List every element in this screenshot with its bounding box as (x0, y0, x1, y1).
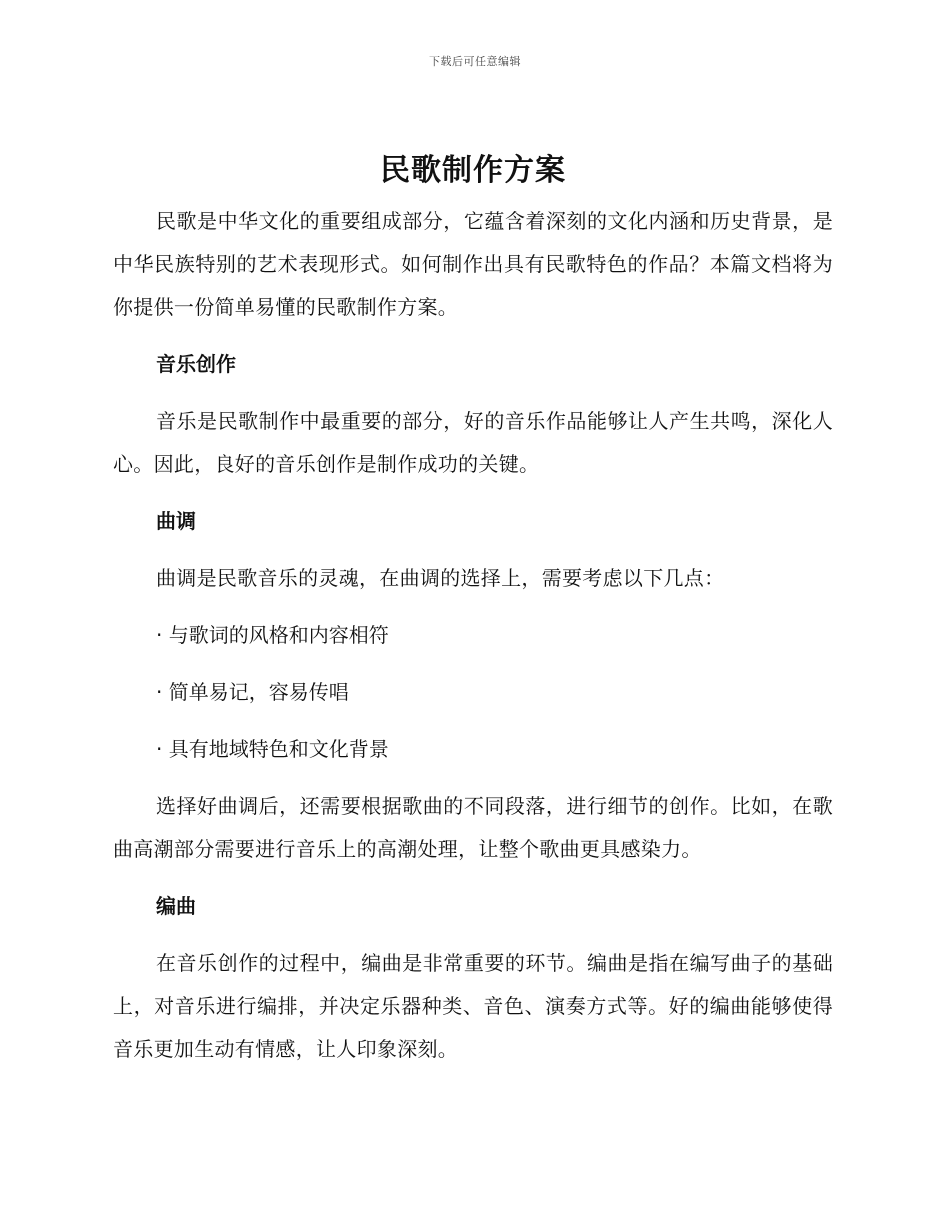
list-item: · 具有地域特色和文化背景 (156, 737, 389, 761)
section-heading-arrangement: 编曲 (156, 894, 196, 918)
intro-paragraph: 民歌是中华文化的重要组成部分，它蕴含着深刻的文化内涵和历史背景，是中华民族特别的艺术表现形式。如何制作出具有民歌特色的作品？本篇文档将为你提供一份简单易懂的民歌制作方案。 (113, 209, 833, 319)
melody-paragraph: 曲调是民歌音乐的灵魂，在曲调的选择上，需要考虑以下几点： (156, 566, 725, 590)
document-body (113, 146, 833, 1071)
section-heading-music: 音乐创作 (156, 352, 236, 376)
list-item: · 与歌词的风格和内容相符 (156, 623, 389, 647)
section-heading-melody: 曲调 (156, 509, 196, 533)
document-title: 民歌制作方案 (380, 153, 566, 188)
page-header-note: 下载后可任意编辑 (429, 55, 521, 68)
list-item: · 简单易记，容易传唱 (156, 680, 349, 704)
melody-bullet-list (113, 614, 833, 771)
arrangement-paragraph: 在音乐创作的过程中，编曲是非常重要的环节。编曲是指在编写曲子的基础上，对音乐进行编排，并决定乐器种类、音色、演奏方式等。好的编曲能够使得音乐更加生动有情感，让人印象深刻。 (113, 951, 833, 1061)
melody-followup-paragraph: 选择好曲调后，还需要根据歌曲的不同段落，进行细节的创作。比如，在歌曲高潮部分需要进行音乐上的高潮处理，让整个歌曲更具感染力。 (113, 794, 833, 861)
music-paragraph: 音乐是民歌制作中最重要的部分，好的音乐作品能够让人产生共鸣，深化人心。因此，良好的音乐创作是制作成功的关键。 (113, 409, 833, 476)
